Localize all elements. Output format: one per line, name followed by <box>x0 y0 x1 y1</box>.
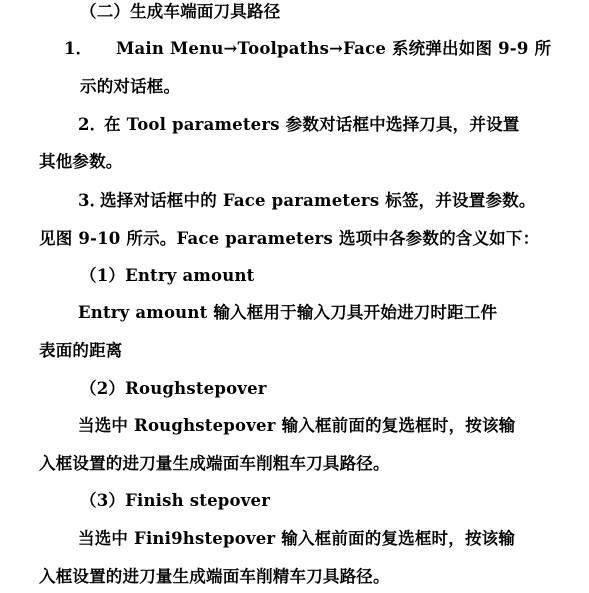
item-2-desc-line1: 当选中 Roughstepover 输入框前面的复选框时，按该输 <box>78 416 516 435</box>
step-1-line2: 示的对话框。 <box>80 77 181 96</box>
step-2-number: 2． <box>78 115 107 134</box>
item-1-desc-line1: Entry amount 输入框用于输入刀具开始进刀时距工件 <box>78 303 498 322</box>
item-3-desc-line2: 入框设置的进刀量生成端面车削精车刀具路径。 <box>39 567 390 586</box>
section-heading: （二）生成车端面刀具路径 <box>80 2 281 21</box>
step-2-line2: 其他参数。 <box>39 152 123 171</box>
step-3-line1: 选择对话框中的 Face parameters 标签，并设置参数。 <box>100 191 536 210</box>
step-3-line2: 见图 9-10 所示。Face parameters 选项中各参数的含义如下： <box>39 229 540 248</box>
item-2-desc-line2: 入框设置的进刀量生成端面车削粗车刀具路径。 <box>39 454 390 473</box>
item-2-heading: （2）Roughstepover <box>80 379 267 398</box>
item-1-desc-line2: 表面的距离 <box>39 341 123 360</box>
step-3-number: 3． <box>78 191 107 210</box>
item-3-desc-line1: 当选中 Fini9hstepover 输入框前面的复选框时，按该输 <box>78 529 516 548</box>
step-1-line1: Main Menu→Toolpaths→Face 系统弹出如图 9-9 所 <box>116 39 552 58</box>
step-1-number: 1． <box>64 39 93 58</box>
item-3-heading: （3）Finish stepover <box>80 491 271 510</box>
step-2-line1: 在 Tool parameters 参数对话框中选择刀具，并设置 <box>104 115 520 134</box>
item-1-heading: （1）Entry amount <box>80 266 255 285</box>
